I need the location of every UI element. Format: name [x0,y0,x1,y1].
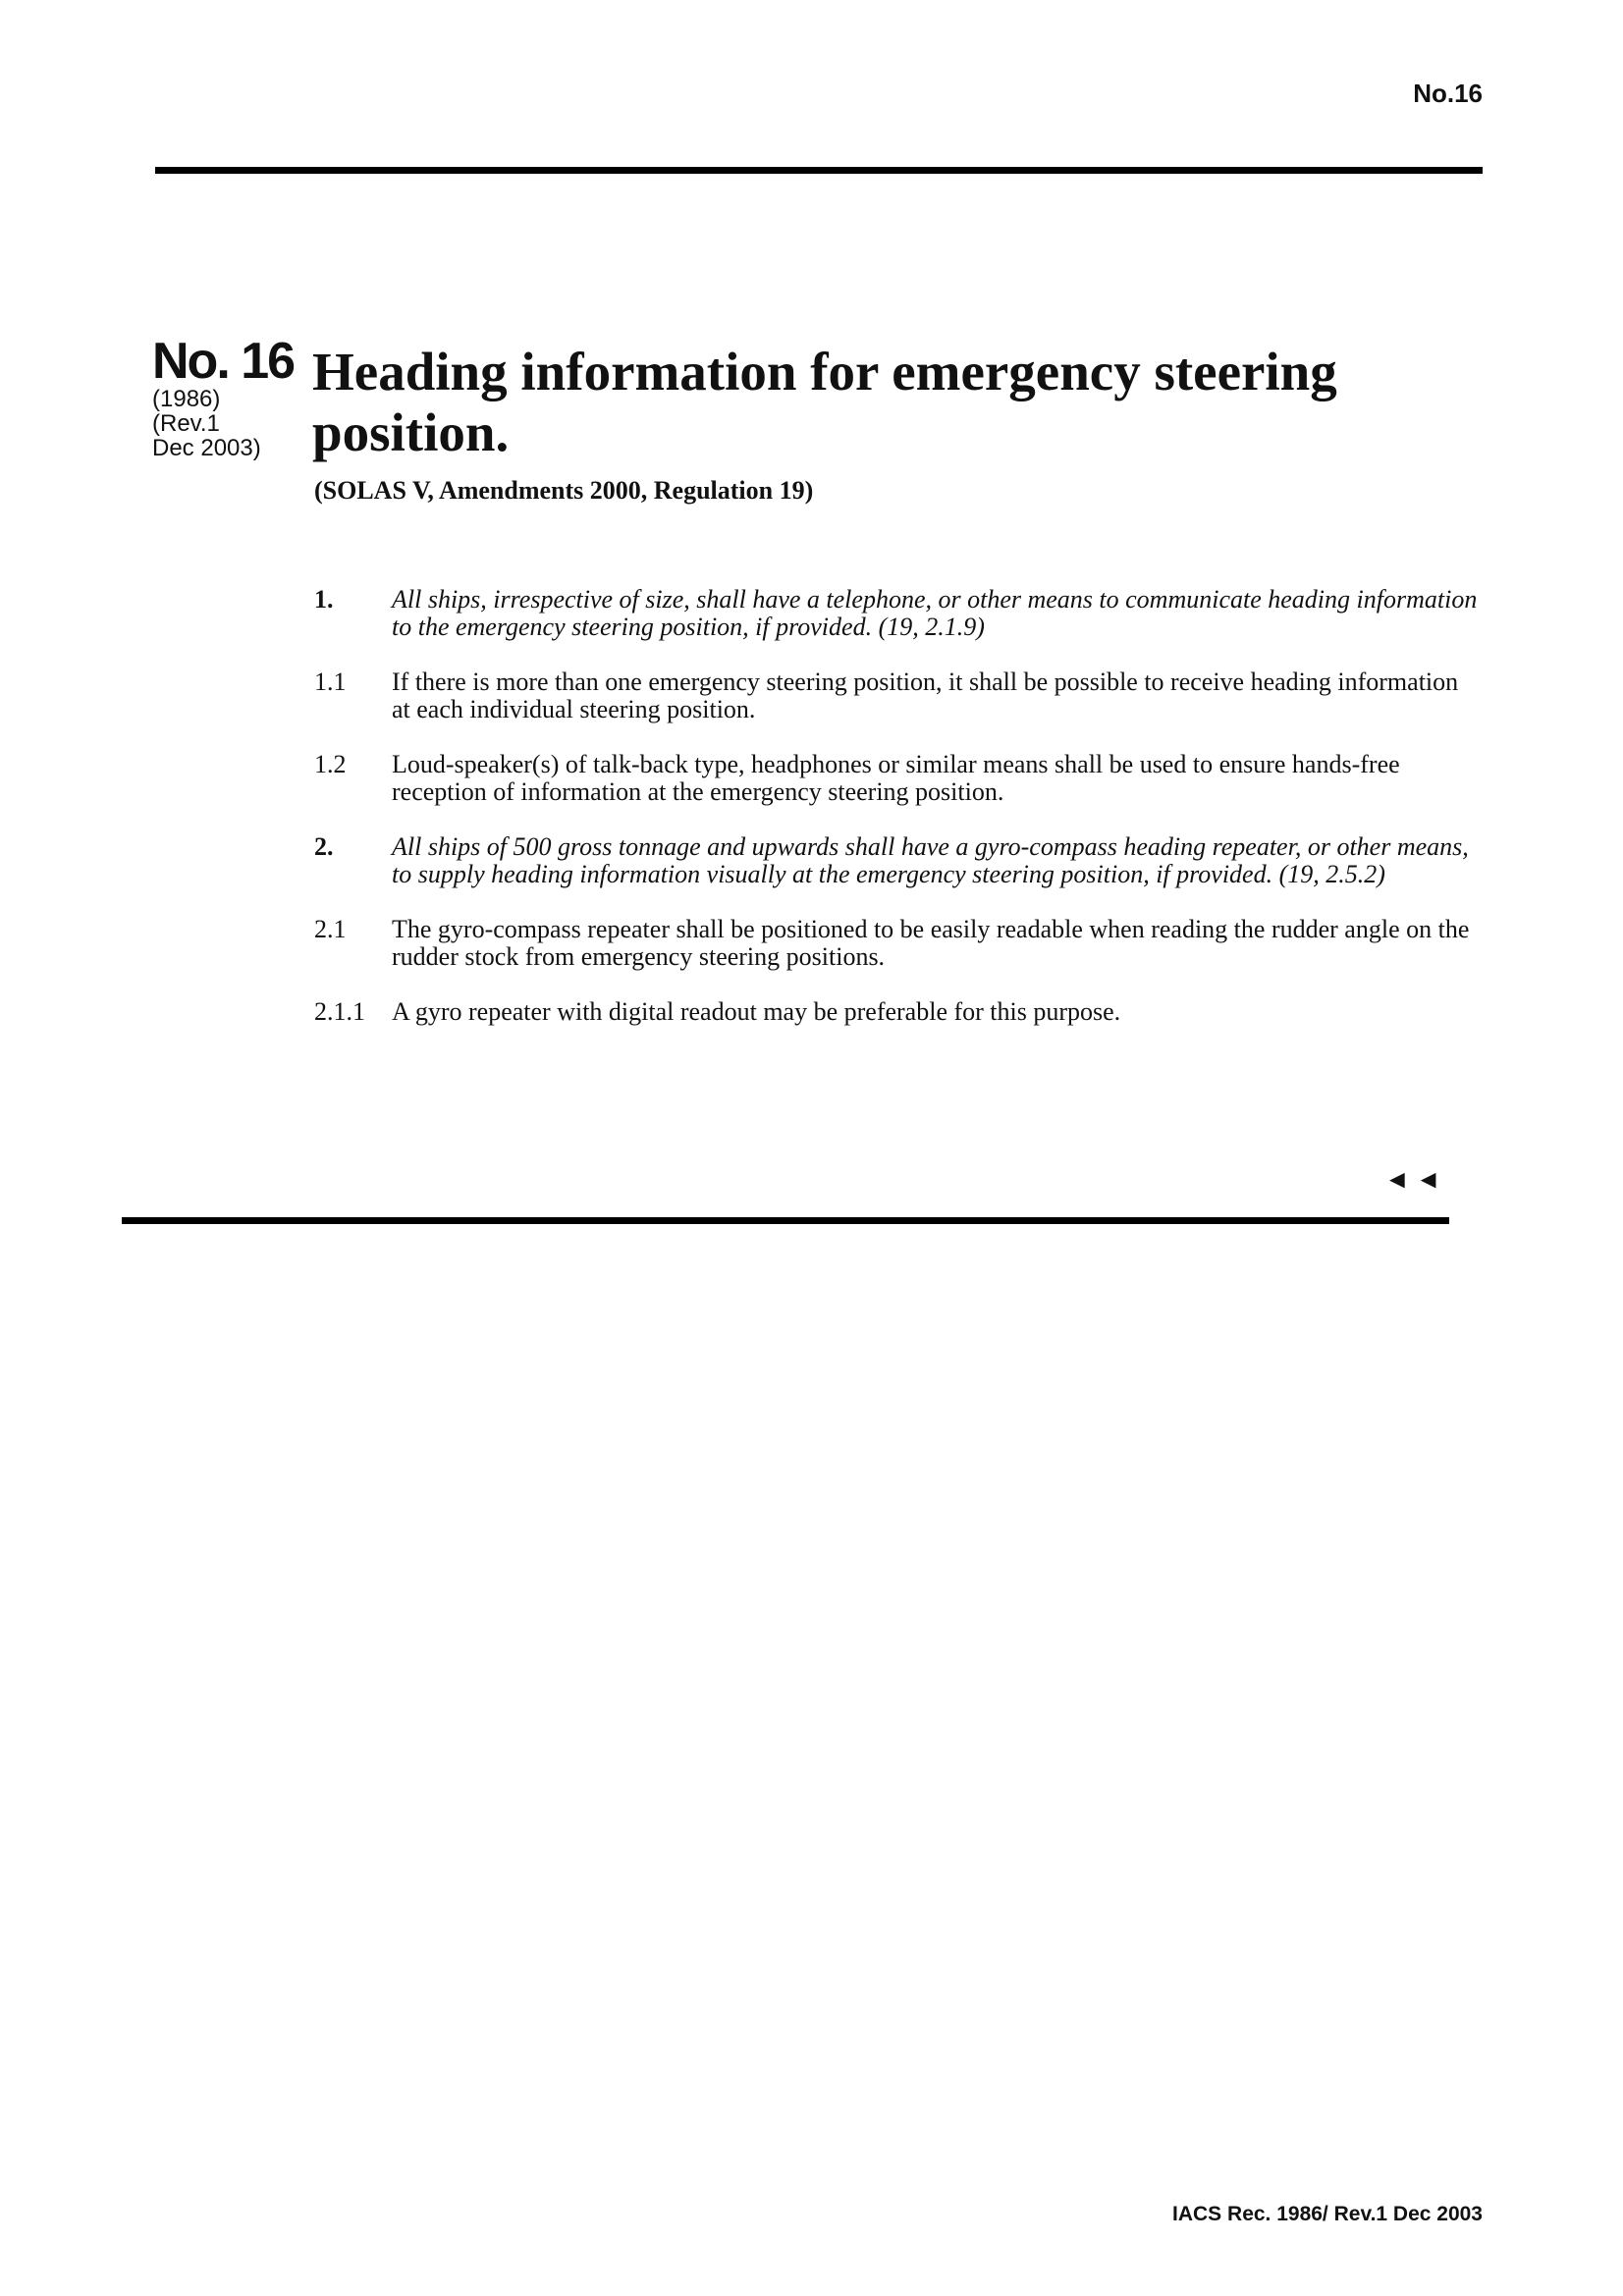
list-item [314,668,1483,723]
header-page-number: No.16 [1413,79,1483,108]
list-item [314,998,1483,1026]
top-rule-divider [155,167,1483,174]
page-subtitle: (SOLAS V, Amendments 2000, Regulation 19) [314,476,814,505]
item-text: A gyro repeater with digital readout may be preferable for this purpose. [392,997,1121,1026]
item-number: 1. [314,585,334,614]
requirement-list [314,586,1483,1053]
side-rec-number: No. 16 [152,333,295,390]
footer-reference: IACS Rec. 1986/ Rev.1 Dec 2003 [1172,2203,1483,2225]
item-text: Loud-speaker(s) of talk-back type, headphones or similar means shall be used to ensure hands-free reception of information at the emergency steering position. [392,750,1400,806]
end-of-section-icon: ◄◄ [1384,1164,1447,1194]
item-number: 1.1 [314,667,347,696]
item-number: 2.1 [314,915,347,943]
side-revision-date: Dec 2003) [152,435,261,461]
list-item [314,586,1483,641]
item-number: 2.1.1 [314,997,365,1026]
bottom-rule-divider [122,1217,1449,1224]
page-title-line-2: position. [312,402,510,462]
item-text: The gyro-compass repeater shall be positioned to be easily readable when reading the rudder angle on the rudder stock from emergency steering positions. [392,915,1470,971]
item-number: 1.2 [314,750,347,778]
item-number: 2. [314,832,334,861]
page-title-line-1: Heading information for emergency steering [312,342,1337,401]
side-metadata [152,333,309,461]
list-item [314,751,1483,806]
side-revision: (Rev.1 [152,410,220,437]
page-title [312,342,1441,463]
item-text: If there is more than one emergency steering position, it shall be possible to receive heading information at each individual steering position. [392,667,1459,723]
item-text: All ships, irrespective of size, shall have a telephone, or other means to communicate heading information to the emergency steering position, if provided. (19, 2.1.9) [392,585,1478,641]
item-text: All ships of 500 gross tonnage and upwards shall have a gyro-compass heading repeater, or other means, to supply heading information visually at the emergency steering position, if provided. (19, 2.5.2) [392,832,1469,888]
list-item [314,916,1483,971]
side-year: (1986) [152,386,221,412]
list-item [314,833,1483,888]
